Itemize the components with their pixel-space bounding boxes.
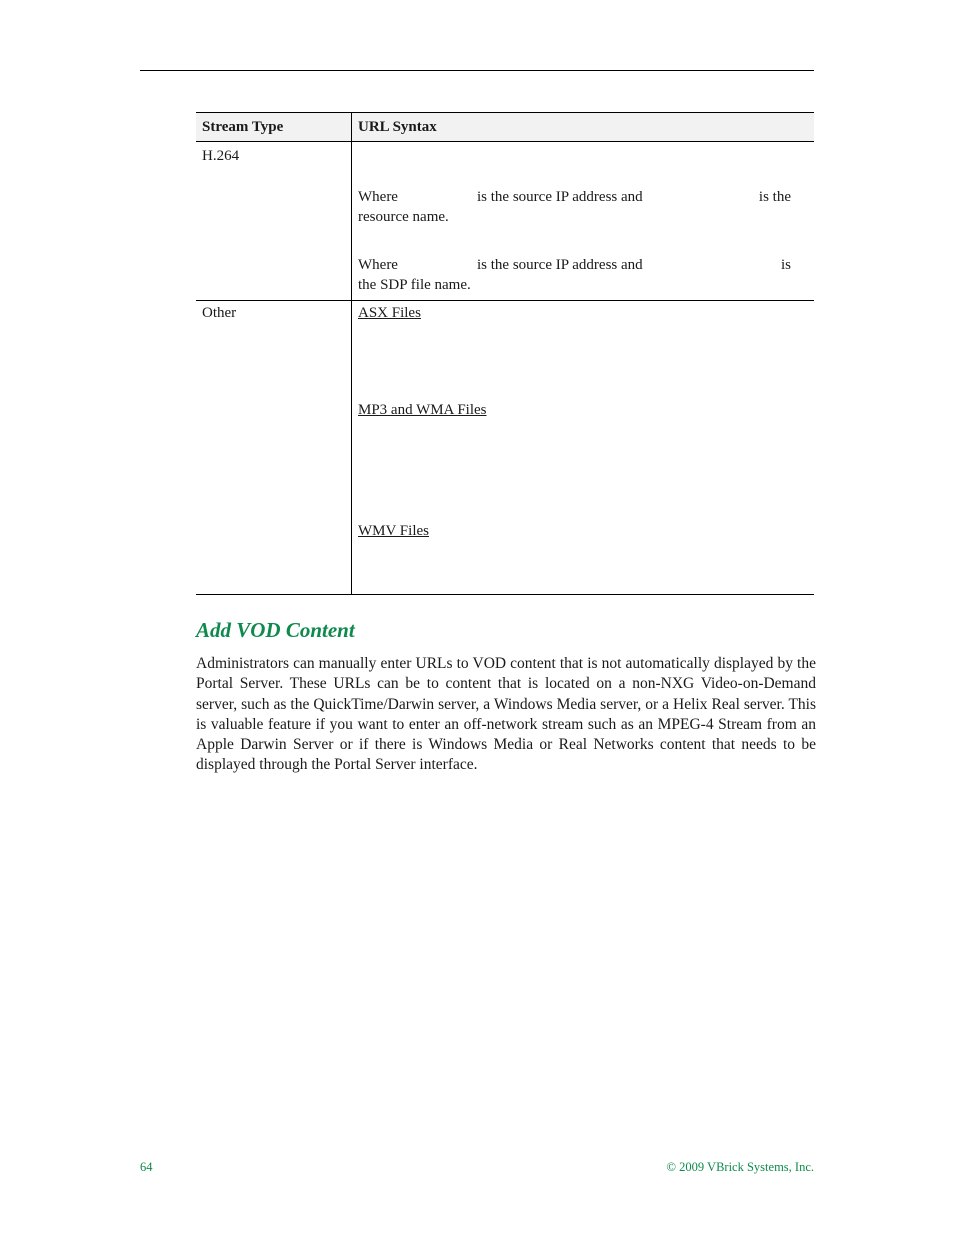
stream-type-other: Other [202, 305, 237, 321]
header-stream-type: Stream Type [196, 113, 352, 142]
stream-type-cell [196, 301, 352, 595]
asx-files-link[interactable]: ASX Files [358, 305, 421, 321]
sdp-file-name-text: the SDP file name. [358, 277, 471, 293]
stream-type-cell [196, 142, 352, 301]
section-body: Administrators can manually enter URLs to VOD content that is not automatically displayed by the Portal Server. These URLs can be to content that is located on a non-NXG Video-on-Demand server, such as the QuickTime/Darwin server, a Windows Media server, or a Helix Real server. This is valuable feature if you want to enter an off-network stream such as an MPEG-4 Stream from an Apple Darwin Server or if there is Windows Media or Real Networks content that needs to be displayed through the Portal Server interface. [196, 655, 816, 774]
stream-type-h264: H.264 [202, 148, 240, 164]
h264-description-1 [358, 187, 791, 227]
ip-address-text: is the source IP address and [477, 189, 643, 205]
resource-name-text: resource name. [358, 209, 449, 225]
is-the-text: is the [758, 189, 791, 205]
header-rule [140, 70, 814, 71]
where-text: Where [358, 257, 398, 273]
wmv-files-link[interactable]: WMV Files [358, 523, 429, 539]
header-url-syntax: URL Syntax [352, 113, 815, 142]
url-syntax-cell [352, 142, 815, 301]
is-text: is [780, 257, 791, 273]
page-number: 64 [140, 1160, 153, 1174]
table-header-row [196, 113, 814, 142]
where-text: Where [358, 189, 398, 205]
table-row [196, 301, 814, 595]
url-syntax-cell [352, 301, 815, 595]
ip-address-text: is the source IP address and [477, 257, 643, 273]
section-heading: Add VOD Content [196, 618, 355, 642]
mp3-wma-files-link[interactable]: MP3 and WMA Files [358, 402, 487, 418]
table-row [196, 142, 814, 301]
h264-description-2 [358, 255, 791, 295]
copyright: © 2009 VBrick Systems, Inc. [666, 1160, 814, 1174]
url-syntax-table [196, 112, 814, 595]
